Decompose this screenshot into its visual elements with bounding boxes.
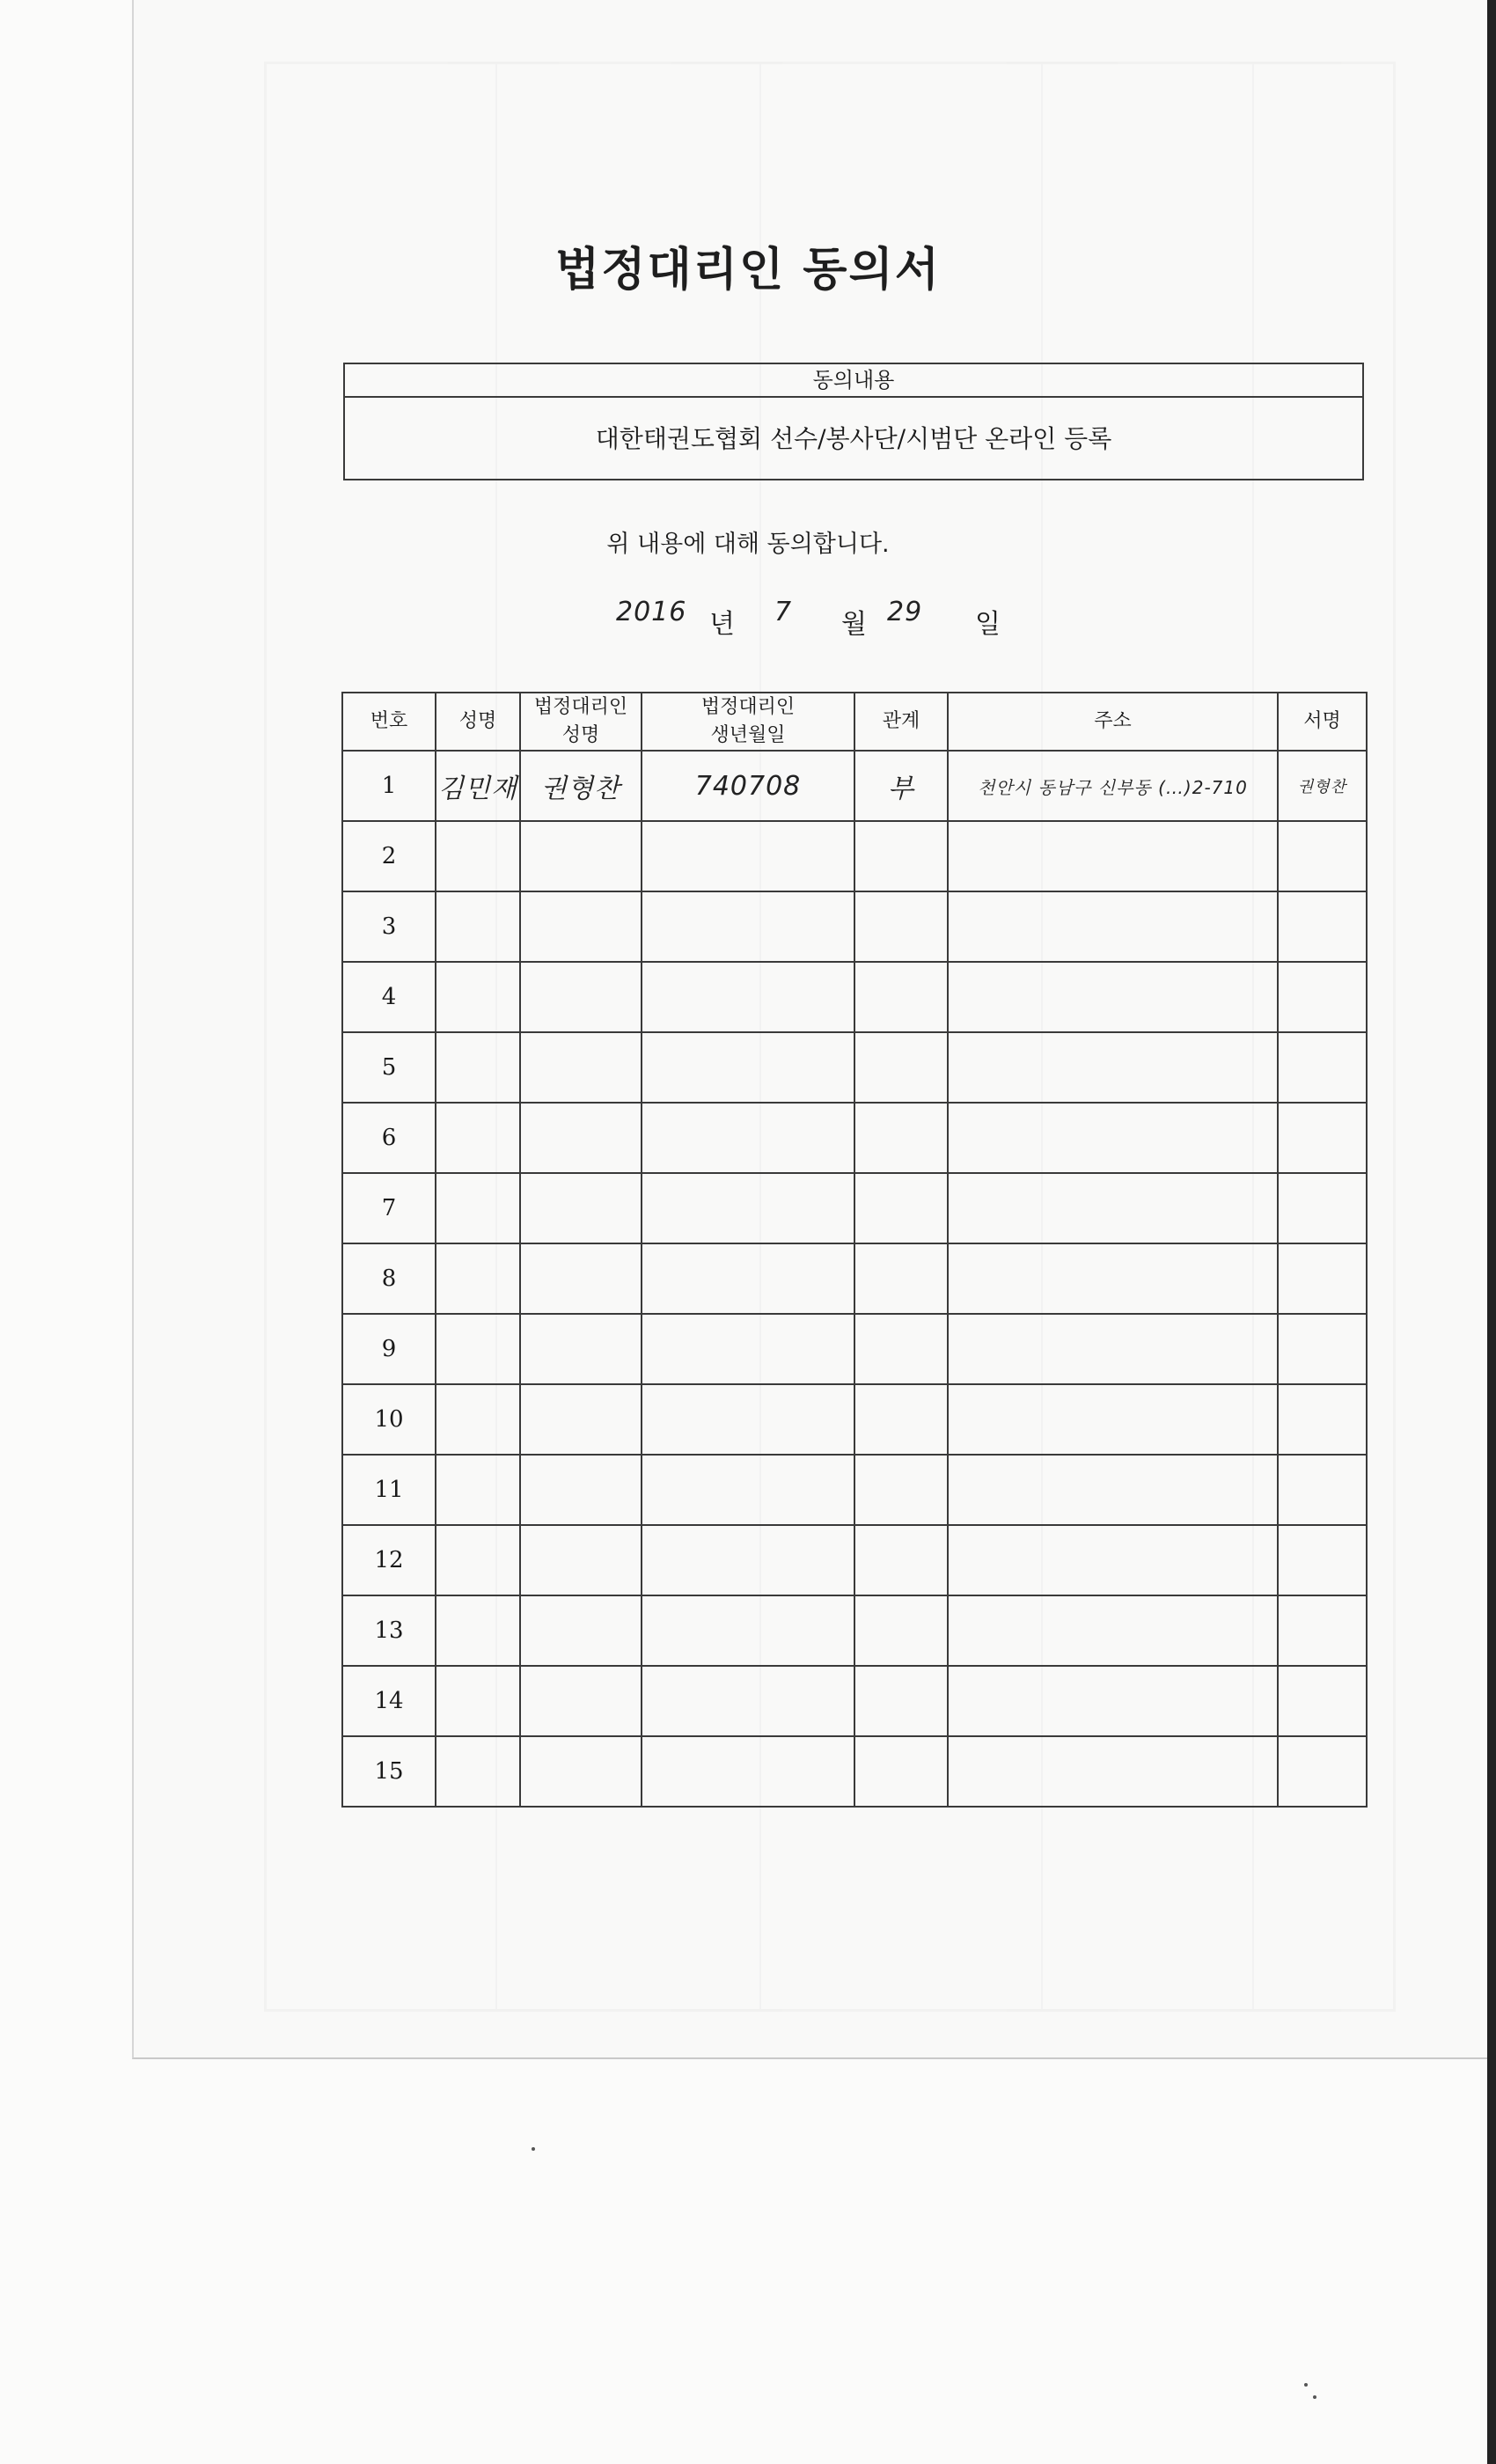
col-guardian-birthdate-cell: [642, 1103, 854, 1173]
date-year-label: 년: [709, 609, 735, 640]
col-guardian-name-header: 법정대리인 성명: [520, 693, 642, 751]
col-number-cell: 2: [342, 821, 436, 891]
col-guardian-birthdate-cell: [642, 821, 854, 891]
col-signature-cell: [1278, 1384, 1367, 1455]
col-signature-cell: 권형찬: [1278, 751, 1367, 821]
date-month: 7: [774, 597, 793, 627]
col-guardian-name-cell: [520, 1525, 642, 1595]
col-address-cell: [948, 1243, 1278, 1314]
col-name-cell: [436, 1384, 520, 1455]
col-relation-cell: [854, 1032, 948, 1103]
col-relation-cell: [854, 1595, 948, 1666]
col-guardian-name-cell: [520, 1173, 642, 1243]
col-signature-cell: [1278, 1314, 1367, 1384]
col-name-cell: [436, 1173, 520, 1243]
col-number-cell: 10: [342, 1384, 436, 1455]
col-address-cell: [948, 1384, 1278, 1455]
table-row: [342, 1314, 1367, 1384]
table-row: [342, 1736, 1367, 1807]
table-body: [342, 751, 1367, 1807]
col-number-cell: 14: [342, 1666, 436, 1736]
col-relation-cell: [854, 1455, 948, 1525]
col-name-cell: [436, 1736, 520, 1807]
table-row: [342, 1525, 1367, 1595]
col-guardian-name-cell: [520, 1455, 642, 1525]
col-relation-cell: [854, 1314, 948, 1384]
col-address-cell: [948, 821, 1278, 891]
col-number-cell: 13: [342, 1595, 436, 1666]
col-guardian-name-cell: [520, 1384, 642, 1455]
col-number-cell: 7: [342, 1173, 436, 1243]
col-relation-cell: [854, 962, 948, 1032]
col-guardian-birthdate-cell: [642, 1595, 854, 1666]
col-signature-cell: [1278, 1032, 1367, 1103]
col-address-cell: [948, 1455, 1278, 1525]
scan-speck: [1304, 2383, 1308, 2387]
table-row: [342, 1384, 1367, 1455]
date-day: 29: [887, 597, 923, 627]
table-row: [342, 1103, 1367, 1173]
col-number-cell: 3: [342, 891, 436, 962]
col-guardian-birthdate-cell: [642, 1455, 854, 1525]
col-guardian-birthdate-cell: [642, 1736, 854, 1807]
col-signature-header: 서명: [1278, 693, 1367, 751]
col-number-header: 번호: [342, 693, 436, 751]
table-row: [342, 1595, 1367, 1666]
date-month-label: 월: [841, 609, 867, 640]
date-year: 2016: [616, 597, 687, 627]
col-guardian-name-cell: [520, 962, 642, 1032]
col-name-cell: [436, 821, 520, 891]
col-guardian-name-cell: [520, 1032, 642, 1103]
table-row: [342, 821, 1367, 891]
col-name-cell: [436, 1243, 520, 1314]
col-signature-cell: [1278, 891, 1367, 962]
col-address-cell: [948, 1666, 1278, 1736]
col-address-cell: 천안시 동남구 신부동 (…)2-710: [948, 751, 1278, 821]
consent-header: 동의내용: [345, 364, 1362, 398]
col-guardian-birthdate-cell: [642, 1384, 854, 1455]
col-signature-cell: [1278, 1525, 1367, 1595]
col-guardian-name-cell: [520, 1243, 642, 1314]
col-guardian-name-cell: [520, 891, 642, 962]
col-guardian-birthdate-header: 법정대리인 생년월일: [642, 693, 854, 751]
document-title: 법정대리인 동의서: [555, 244, 941, 297]
col-guardian-birthdate-cell: [642, 1666, 854, 1736]
col-number-cell: 8: [342, 1243, 436, 1314]
col-number-cell: 1: [342, 751, 436, 821]
col-name-cell: [436, 1525, 520, 1595]
table-row: [342, 1032, 1367, 1103]
col-relation-cell: [854, 1103, 948, 1173]
col-number-cell: 12: [342, 1525, 436, 1595]
col-name-cell: [436, 1032, 520, 1103]
date-day-label: 일: [975, 609, 1001, 640]
col-relation-cell: [854, 1173, 948, 1243]
col-number-cell: 6: [342, 1103, 436, 1173]
col-guardian-name-cell: [520, 1666, 642, 1736]
col-relation-cell: [854, 1384, 948, 1455]
col-guardian-birthdate-cell: [642, 891, 854, 962]
col-guardian-birthdate-cell: [642, 1525, 854, 1595]
col-signature-cell: [1278, 1736, 1367, 1807]
table-row: [342, 1455, 1367, 1525]
col-name-cell: [436, 891, 520, 962]
col-name-cell: [436, 1666, 520, 1736]
guardian-table: [341, 692, 1368, 1808]
col-guardian-birthdate-cell: [642, 1032, 854, 1103]
col-guardian-birthdate-cell: [642, 962, 854, 1032]
col-number-cell: 4: [342, 962, 436, 1032]
table-row: [342, 1666, 1367, 1736]
table-row: [342, 1173, 1367, 1243]
scan-speck: [532, 2147, 535, 2151]
col-address-cell: [948, 891, 1278, 962]
table-row: [342, 962, 1367, 1032]
table-row: [342, 891, 1367, 962]
col-relation-cell: 부: [854, 751, 948, 821]
col-name-cell: 김민재: [436, 751, 520, 821]
col-relation-cell: [854, 1736, 948, 1807]
col-name-header: 성명: [436, 693, 520, 751]
col-guardian-name-cell: [520, 821, 642, 891]
col-name-cell: [436, 962, 520, 1032]
col-address-cell: [948, 962, 1278, 1032]
col-guardian-name-cell: [520, 1103, 642, 1173]
scan-edge: [1487, 0, 1496, 2464]
col-number-cell: 5: [342, 1032, 436, 1103]
scan-speck: [1313, 2395, 1316, 2399]
consent-body: 대한태권도협회 선수/봉사단/시범단 온라인 등록: [595, 424, 1112, 453]
col-number-cell: 15: [342, 1736, 436, 1807]
col-signature-cell: [1278, 1595, 1367, 1666]
col-guardian-name-cell: [520, 1595, 642, 1666]
col-signature-cell: [1278, 1173, 1367, 1243]
col-address-cell: [948, 1736, 1278, 1807]
col-guardian-birthdate-cell: [642, 1173, 854, 1243]
col-guardian-birthdate-cell: [642, 1243, 854, 1314]
col-signature-cell: [1278, 1103, 1367, 1173]
col-address-cell: [948, 1173, 1278, 1243]
col-name-cell: [436, 1595, 520, 1666]
col-signature-cell: [1278, 962, 1367, 1032]
col-address-cell: [948, 1525, 1278, 1595]
col-guardian-birthdate-cell: [642, 1314, 854, 1384]
col-address-cell: [948, 1103, 1278, 1173]
col-address-header: 주소: [948, 693, 1278, 751]
col-signature-cell: [1278, 1666, 1367, 1736]
col-relation-cell: [854, 1243, 948, 1314]
col-guardian-name-cell: 권형찬: [520, 751, 642, 821]
col-guardian-name-cell: [520, 1736, 642, 1807]
col-name-cell: [436, 1455, 520, 1525]
col-signature-cell: [1278, 1243, 1367, 1314]
col-address-cell: [948, 1032, 1278, 1103]
col-name-cell: [436, 1314, 520, 1384]
consent-box: [343, 363, 1364, 480]
col-address-cell: [948, 1314, 1278, 1384]
col-signature-cell: [1278, 1455, 1367, 1525]
col-guardian-birthdate-cell: 740708: [642, 751, 854, 821]
agreement-statement: 위 내용에 대해 동의합니다.: [606, 531, 890, 558]
table-header-row: [342, 693, 1367, 751]
col-relation-cell: [854, 891, 948, 962]
col-relation-cell: [854, 821, 948, 891]
col-number-cell: 9: [342, 1314, 436, 1384]
col-name-cell: [436, 1103, 520, 1173]
col-relation-cell: [854, 1525, 948, 1595]
col-relation-cell: [854, 1666, 948, 1736]
table-row: [342, 1243, 1367, 1314]
col-signature-cell: [1278, 821, 1367, 891]
col-number-cell: 11: [342, 1455, 436, 1525]
col-relation-header: 관계: [854, 693, 948, 751]
col-address-cell: [948, 1595, 1278, 1666]
col-guardian-name-cell: [520, 1314, 642, 1384]
table-row: [342, 751, 1367, 821]
